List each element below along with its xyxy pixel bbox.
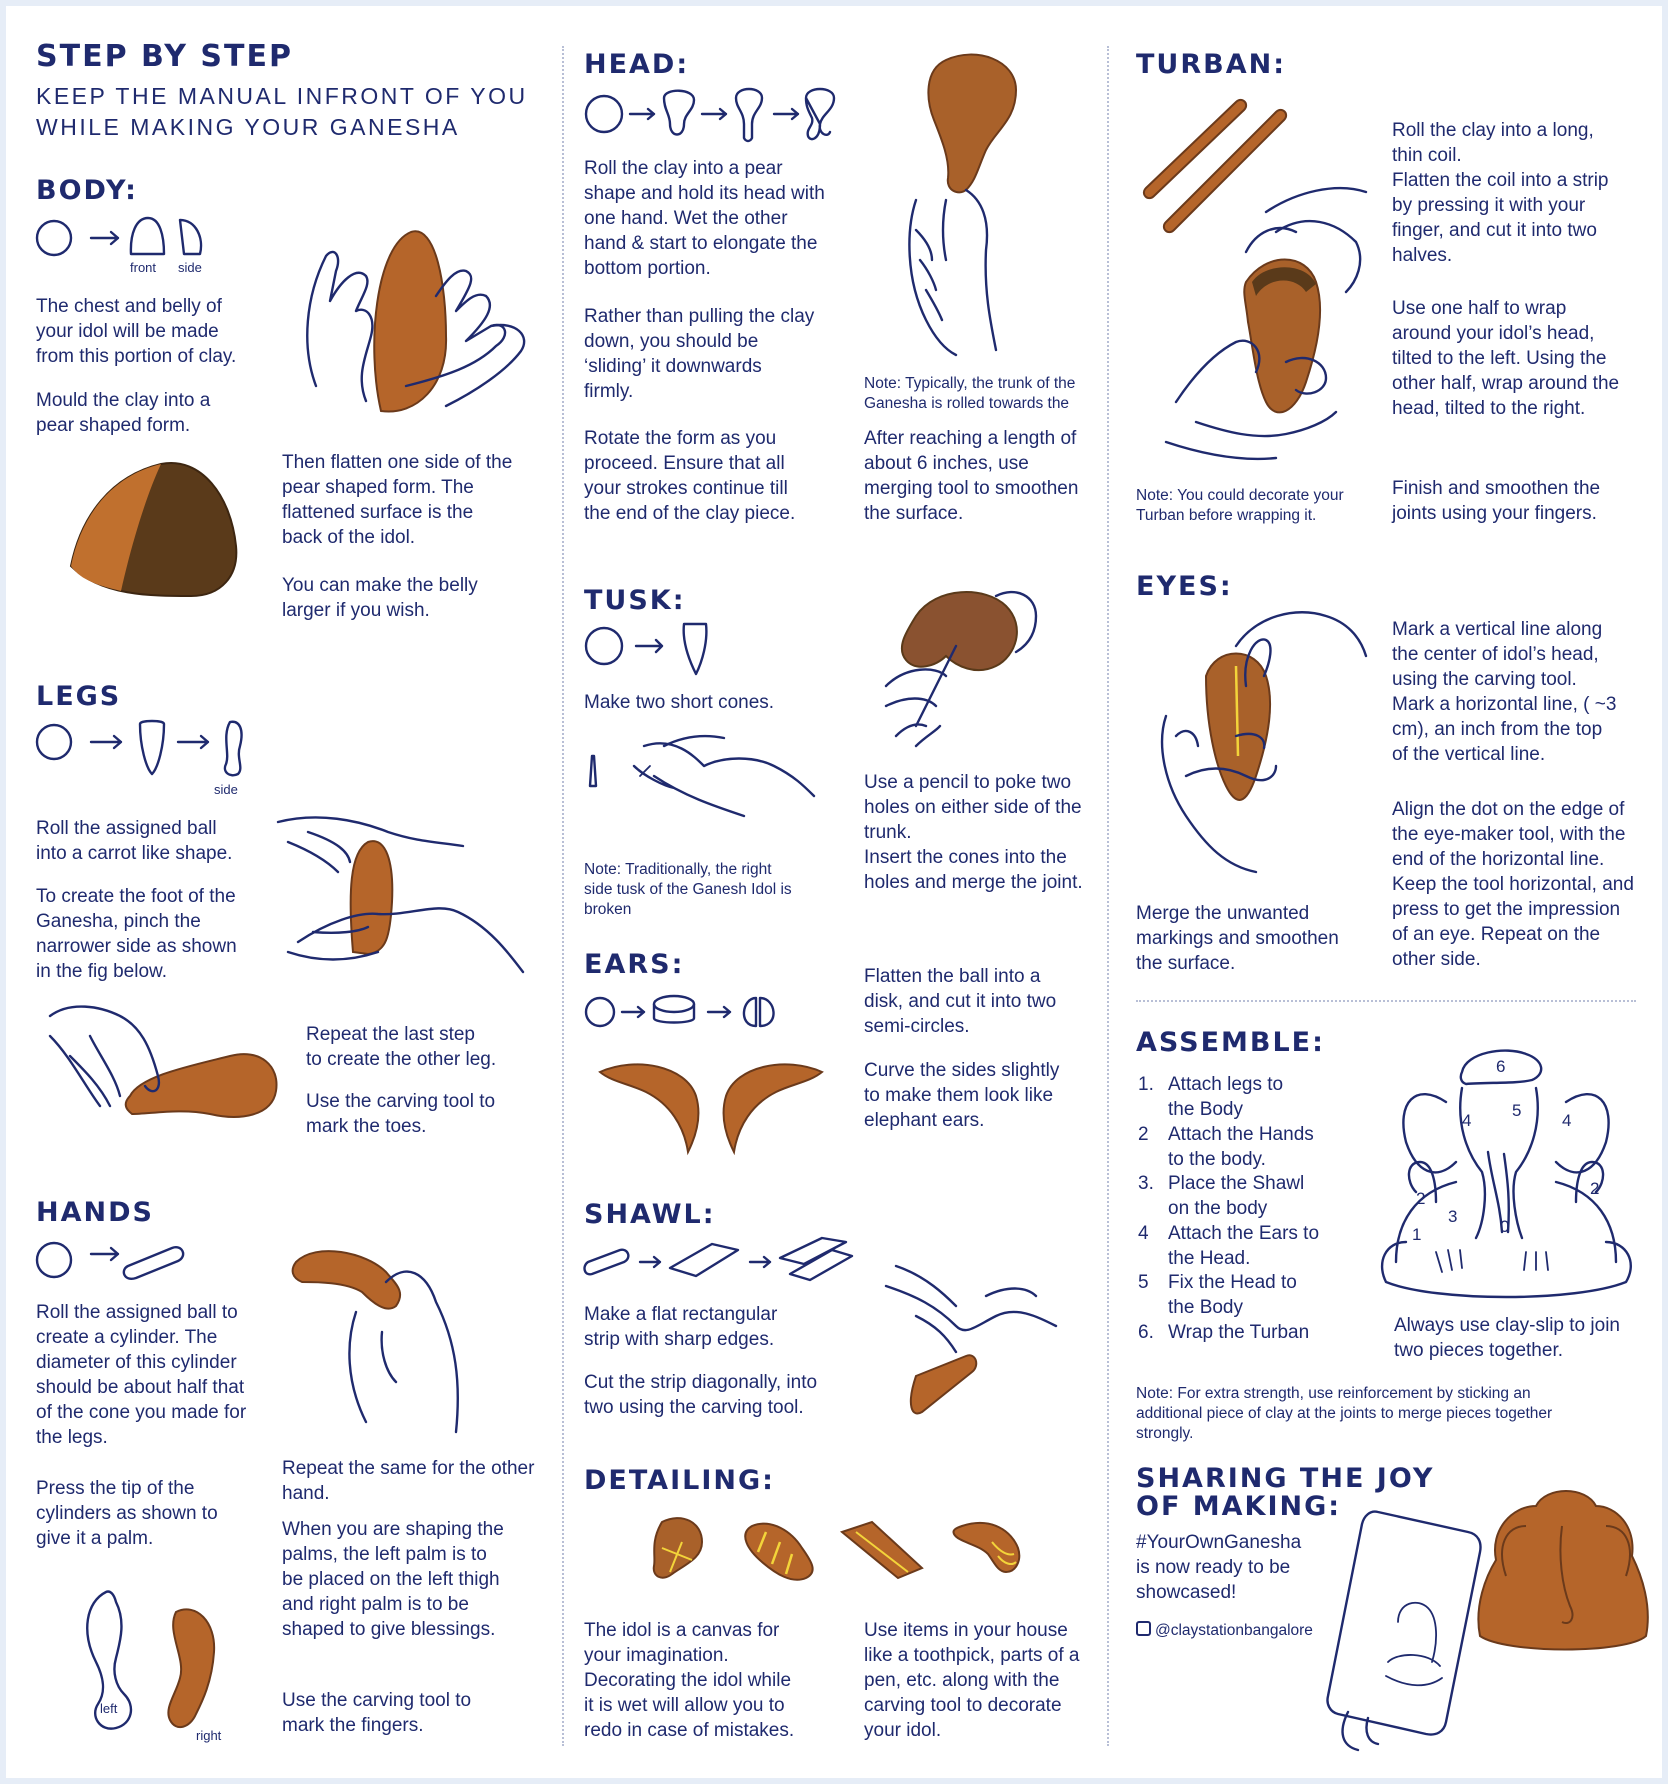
ears-text-1: Flatten the ball into a disk, and cut it into two semi-circles.: [864, 966, 1057, 1037]
tusk-text-2: Use a pencil to poke two holes on either side of the trunk. Insert the cones into the holes and merge the joint.: [864, 772, 1083, 893]
head-text-1: Roll the clay into a pear shape and hold its head with one hand. Wet the other hand & start to elongate the bottom portion.: [584, 158, 825, 279]
ears-text-2: Curve the sides slightly to make them look like elephant ears.: [864, 1060, 1060, 1131]
instagram-handle[interactable]: @claystationbangalore: [1136, 1620, 1313, 1641]
body-front-label: front: [130, 260, 157, 275]
assemble-step-text: Fix the Head to the Body: [1168, 1272, 1297, 1318]
curved-ears-clay-illustration: [596, 1056, 836, 1156]
assemble-step-number: 3.: [1138, 1173, 1154, 1194]
assembly-part-number: 2: [1590, 1179, 1600, 1198]
column-divider: [562, 46, 564, 1746]
legs-side-label: side: [214, 782, 238, 797]
hands-text-1: Roll the assigned ball to create a cylinder. The diameter of this cylinder should be about half that of the cone you made for the legs.: [36, 1302, 247, 1448]
hand-pressing-cylinder-illustration: [286, 1242, 526, 1442]
hand-flattening-strip-illustration: [876, 1256, 1076, 1426]
hand-pinching-foot-illustration: [40, 996, 300, 1126]
page-subtitle-line2: WHILE MAKING YOUR GANESHA: [36, 114, 460, 140]
assembly-part-number: 4: [1462, 1111, 1472, 1130]
sharing-heading-line2: OF MAKING:: [1136, 1491, 1342, 1522]
tusk-shape-diagram: [584, 618, 724, 678]
tusk-note: Note: Traditionally, the right side tusk of the Ganesh Idol is broken: [584, 861, 792, 918]
assemble-step-number: 4: [1138, 1223, 1149, 1244]
sharing-text: #YourOwnGanesha is now ready to be showcased!: [1136, 1532, 1302, 1603]
manual-page: [6, 6, 1662, 1778]
tusk-text-1: Make two short cones.: [584, 692, 775, 713]
legs-text-4: Use the carving tool to mark the toes.: [306, 1091, 496, 1137]
hands-text-5: Use the carving tool to mark the fingers.: [282, 1690, 472, 1736]
shawl-text-1: Make a flat rectangular strip with sharp edges.: [584, 1304, 778, 1350]
hands-text-2: Press the tip of the cylinders as shown to give it a palm.: [36, 1478, 218, 1549]
left-palm-label: left: [100, 1701, 118, 1716]
body-heading: BODY:: [36, 175, 138, 206]
hands-text-3: Repeat the same for the other hand.: [282, 1458, 535, 1504]
hand-holding-head-illustration: [886, 50, 1066, 360]
head-note: Note: Typically, the trunk of the Ganesha is rolled towards the: [864, 375, 1076, 412]
assembly-part-number: 6: [1496, 1057, 1506, 1076]
detailing-text-1: The idol is a canvas for your imagination. Decorating the idol while it is wet will allow you to redo in case of mistakes.: [584, 1620, 795, 1741]
assemble-step-text: Place the Shawl on the body: [1168, 1173, 1305, 1219]
sharing-heading-line1: SHARING THE JOY: [1136, 1463, 1435, 1494]
detailing-examples-illustration: [642, 1512, 1042, 1592]
eyes-text-2: Align the dot on the edge of the eye-maker tool, with the end of the horizontal line. Keep the tool horizontal, and press to get the impression of an eye. Repeat on the other side.: [1392, 799, 1634, 970]
hands-heading: HANDS: [36, 1197, 154, 1228]
ears-shape-diagram: [584, 988, 804, 1038]
legs-text-2: To create the foot of the Ganesha, pinch the narrower side as shown in the fig below.: [36, 886, 237, 982]
assemble-step-text: Attach the Ears to the Head.: [1168, 1223, 1320, 1269]
body-text-2: Mould the clay into a pear shaped form.: [36, 390, 211, 436]
turban-text-2: Use one half to wrap around your idol’s head, tilted to the left. Using the other half, wrap around the head, tilted to the right.: [1392, 298, 1620, 419]
hands-rolling-leg-illustration: [268, 802, 538, 982]
hands-marking-eyes-illustration: [1146, 606, 1376, 876]
turban-heading: TURBAN:: [1136, 49, 1287, 80]
assembly-part-number: 3: [1448, 1207, 1458, 1226]
turban-text-3: Finish and smoothen the joints using your fingers.: [1392, 478, 1601, 524]
hands-shape-diagram: [36, 1234, 196, 1284]
assemble-step-text: Wrap the Turban: [1168, 1322, 1310, 1343]
assemble-tip: Always use clay-slip to join two pieces together.: [1394, 1315, 1620, 1361]
assembly-part-number: 5: [1512, 1101, 1522, 1120]
head-shape-diagram: [584, 84, 844, 144]
eyes-text-1: Mark a vertical line along the center of idol’s head, using the carving tool. Mark a horizontal line, ( ~3 cm), an inch from the top of the vertical line.: [1392, 619, 1617, 765]
column-divider: [1107, 46, 1109, 1746]
detailing-text-2: Use items in your house like a toothpick, parts of a pen, etc. along with the carving tool to decorate your idol.: [864, 1620, 1080, 1741]
eyes-text-3: Merge the unwanted markings and smoothen the surface.: [1136, 903, 1339, 974]
shawl-text-2: Cut the strip diagonally, into two using the carving tool.: [584, 1372, 818, 1418]
shawl-heading: SHAWL:: [584, 1199, 716, 1230]
body-side-label: side: [178, 260, 202, 275]
page-subtitle-line1: KEEP THE MANUAL INFRONT OF YOU: [36, 83, 528, 109]
instagram-icon: [1136, 1621, 1151, 1636]
assemble-step-text: Attach legs to the Body: [1168, 1074, 1284, 1120]
legs-shape-diagram: [36, 716, 256, 786]
eyes-heading: EYES:: [1136, 571, 1233, 602]
hands-wrapping-turban-illustration: [1156, 172, 1376, 462]
page-title: STEP BY STEP: [36, 39, 293, 74]
head-text-4: After reaching a length of about 6 inches, use merging tool to smoothen the surface.: [864, 428, 1079, 524]
body-text-3: Then flatten one side of the pear shaped form. The flattened surface is the back of the idol.: [282, 452, 513, 548]
turban-text-1: Roll the clay into a long, thin coil. Flatten the coil into a strip by pressing it with your finger, and cut it into two halves.: [1392, 120, 1609, 266]
legs-text-3: Repeat the last step to create the other leg.: [306, 1024, 497, 1070]
flattened-body-clay-illustration: [61, 456, 241, 606]
assembly-part-number: 0: [1500, 1217, 1510, 1236]
ganesha-assembly-diagram: [1376, 1042, 1646, 1302]
assemble-heading: ASSEMBLE:: [1136, 1027, 1325, 1058]
assembly-part-number: 4: [1562, 1111, 1572, 1130]
section-divider: [1136, 1000, 1636, 1002]
hand-rolling-cone-illustration: [584, 726, 824, 836]
legs-heading: LEGS: [36, 681, 122, 712]
finished-ganesha-idol-illustration: [1466, 1486, 1656, 1656]
body-shape-diagram: [36, 214, 206, 264]
detailing-heading: DETAILING:: [584, 1465, 775, 1496]
tusk-heading: TUSK:: [584, 585, 686, 616]
assemble-step-number: 5: [1138, 1272, 1149, 1293]
body-text-4: You can make the belly larger if you wish.: [282, 575, 478, 621]
assemble-step-number: 6.: [1138, 1322, 1154, 1343]
assemble-step-text: Attach the Hands to the body.: [1168, 1124, 1314, 1170]
assembly-part-number: 2: [1416, 1189, 1426, 1208]
assemble-step-number: 2: [1138, 1124, 1149, 1145]
pencil-poking-head-illustration: [876, 576, 1066, 756]
assembly-part-number: 1: [1412, 1225, 1422, 1244]
ears-heading: EARS:: [584, 949, 685, 980]
head-heading: HEAD:: [584, 49, 690, 80]
assemble-note: Note: For extra strength, use reinforcement by sticking an additional piece of clay at the joints to merge pieces together strongly.: [1136, 1385, 1553, 1442]
turban-note: Note: You could decorate your Turban before wrapping it.: [1136, 487, 1344, 524]
shawl-shape-diagram: [584, 1232, 864, 1292]
head-text-3: Rotate the form as you proceed. Ensure that all your strokes continue till the end of the clay piece.: [584, 428, 796, 524]
body-text-1: The chest and belly of your idol will be made from this portion of clay.: [36, 296, 237, 367]
hands-text-4: When you are shaping the palms, the left palm is to be placed on the left thigh and right palm is to be shaped to give blessings.: [282, 1519, 504, 1640]
legs-text-1: Roll the assigned ball into a carrot like shape.: [36, 818, 233, 864]
right-palm-label: right: [196, 1728, 222, 1743]
hands-moulding-body-illustration: [296, 226, 556, 426]
head-text-2: Rather than pulling the clay down, you should be ‘sliding’ it downwards firmly.: [584, 306, 815, 402]
assemble-step-number: 1.: [1138, 1074, 1154, 1095]
